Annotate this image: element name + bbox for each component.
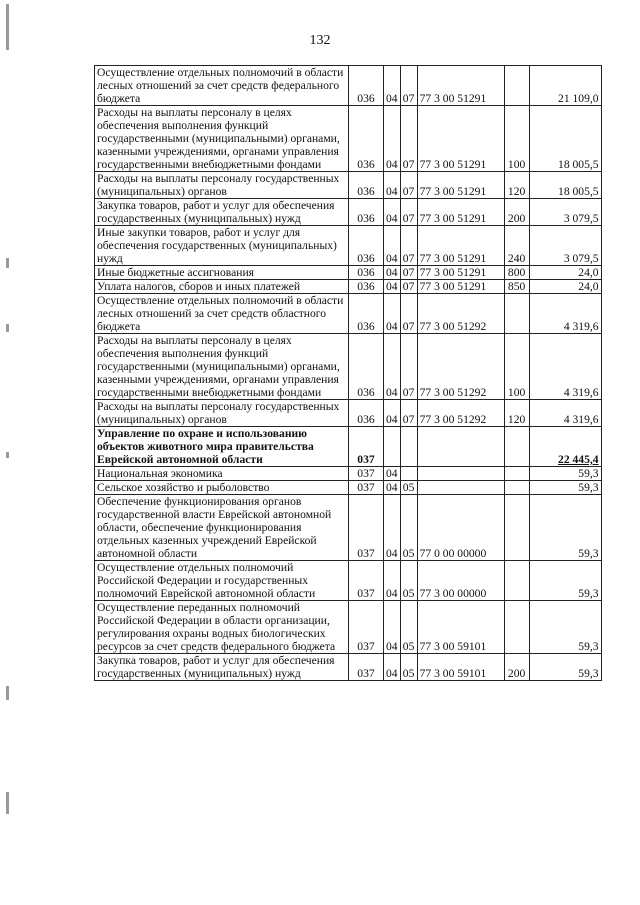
expense-type-cell	[504, 66, 529, 106]
section-code-cell: 04	[384, 400, 401, 427]
row-name-cell: Расходы на выплаты персоналу государственных (муниципальных) органов	[95, 400, 349, 427]
subsection-code-cell: 07	[400, 294, 417, 334]
department-code-cell: 036	[349, 199, 384, 226]
expense-type-cell	[504, 481, 529, 495]
target-article-cell: 77 3 00 00000	[417, 561, 504, 601]
row-name-cell: Обеспечение функционирования органов государственной власти Еврейской автономной области, обеспечение функционирования отдельных казенных учреждений Еврейской автономной области	[95, 495, 349, 561]
row-name-cell: Осуществление отдельных полномочий в области лесных отношений за счет средств федерального бюджета	[95, 66, 349, 106]
amount-cell: 24,0	[529, 266, 601, 280]
row-name-cell: Расходы на выплаты персоналу в целях обеспечения выполнения функций государственными (муниципальными) органами, казенными учреждениями, органами управления государственными внебюджетными фондами	[95, 334, 349, 400]
row-name-cell: Закупка товаров, работ и услуг для обеспечения государственных (муниципальных) нужд	[95, 199, 349, 226]
expense-type-cell: 850	[504, 280, 529, 294]
target-article-cell: 77 3 00 51291	[417, 199, 504, 226]
section-code-cell: 04	[384, 199, 401, 226]
row-name-cell: Уплата налогов, сборов и иных платежей	[95, 280, 349, 294]
table-row	[95, 601, 602, 654]
amount-cell: 3 079,5	[529, 199, 601, 226]
amount-cell: 59,3	[529, 481, 601, 495]
subsection-code-cell: 07	[400, 334, 417, 400]
table-row	[95, 481, 602, 495]
expense-type-cell	[504, 561, 529, 601]
table-row	[95, 334, 602, 400]
expense-type-cell: 800	[504, 266, 529, 280]
department-code-cell: 036	[349, 294, 384, 334]
section-code-cell: 04	[384, 334, 401, 400]
table-row	[95, 427, 602, 467]
amount-cell: 4 319,6	[529, 334, 601, 400]
amount-cell: 3 079,5	[529, 226, 601, 266]
department-code-cell: 036	[349, 400, 384, 427]
page-number: 132	[309, 33, 331, 48]
expense-type-cell: 200	[504, 199, 529, 226]
section-code-cell: 04	[384, 226, 401, 266]
amount-cell: 18 005,5	[529, 106, 601, 172]
section-code-cell: 04	[384, 294, 401, 334]
table-row	[95, 294, 602, 334]
row-name-cell: Осуществление переданных полномочий Российской Федерации в области организации, регулирования охраны водных биологических ресурсов за счет средств федерального бюджета	[95, 601, 349, 654]
row-name-cell: Расходы на выплаты персоналу государственных (муниципальных) органов	[95, 172, 349, 199]
section-code-cell: 04	[384, 654, 401, 681]
expense-type-cell	[504, 467, 529, 481]
table-row	[95, 66, 602, 106]
department-code-cell: 037	[349, 481, 384, 495]
target-article-cell: 77 0 00 00000	[417, 495, 504, 561]
department-code-cell: 036	[349, 334, 384, 400]
expense-type-cell	[504, 601, 529, 654]
row-name-cell: Расходы на выплаты персоналу в целях обеспечения выполнения функций государственными (муниципальными) органами, казенными учреждениями, органами управления государственными внебюджетными фондами	[95, 106, 349, 172]
amount-cell: 59,3	[529, 601, 601, 654]
table-row	[95, 400, 602, 427]
amount-cell: 22 445,4	[529, 427, 601, 467]
subsection-code-cell: 07	[400, 172, 417, 199]
row-name-cell: Осуществление отдельных полномочий в области лесных отношений за счет средств областного бюджета	[95, 294, 349, 334]
amount-cell: 59,3	[529, 561, 601, 601]
table-row	[95, 280, 602, 294]
section-code-cell: 04	[384, 561, 401, 601]
subsection-code-cell: 05	[400, 561, 417, 601]
amount-cell: 59,3	[529, 467, 601, 481]
subsection-code-cell	[400, 427, 417, 467]
department-code-cell: 037	[349, 561, 384, 601]
department-code-cell: 036	[349, 266, 384, 280]
expense-type-cell	[504, 495, 529, 561]
section-code-cell	[384, 427, 401, 467]
row-name-cell: Иные бюджетные ассигнования	[95, 266, 349, 280]
subsection-code-cell: 07	[400, 106, 417, 172]
department-code-cell: 036	[349, 172, 384, 199]
scan-edge-marks	[4, 0, 14, 905]
section-code-cell: 04	[384, 172, 401, 199]
table-row	[95, 561, 602, 601]
subsection-code-cell: 05	[400, 601, 417, 654]
row-name-cell: Сельское хозяйство и рыболовство	[95, 481, 349, 495]
section-code-cell: 04	[384, 601, 401, 654]
section-code-cell: 04	[384, 106, 401, 172]
table-row	[95, 226, 602, 266]
subsection-code-cell: 07	[400, 266, 417, 280]
subsection-code-cell: 07	[400, 280, 417, 294]
subsection-code-cell: 07	[400, 226, 417, 266]
expense-type-cell: 120	[504, 172, 529, 199]
department-code-cell: 036	[349, 106, 384, 172]
table-row	[95, 106, 602, 172]
amount-cell: 18 005,5	[529, 172, 601, 199]
target-article-cell: 77 3 00 59101	[417, 654, 504, 681]
department-code-cell: 037	[349, 654, 384, 681]
target-article-cell	[417, 427, 504, 467]
department-code-cell: 037	[349, 467, 384, 481]
department-code-cell: 036	[349, 280, 384, 294]
section-code-cell: 04	[384, 66, 401, 106]
expense-type-cell: 200	[504, 654, 529, 681]
target-article-cell: 77 3 00 51291	[417, 226, 504, 266]
subsection-code-cell: 07	[400, 400, 417, 427]
row-name-cell: Закупка товаров, работ и услуг для обеспечения государственных (муниципальных) нужд	[95, 654, 349, 681]
table-row	[95, 172, 602, 199]
target-article-cell: 77 3 00 51292	[417, 334, 504, 400]
budget-table	[94, 65, 602, 681]
row-name-cell: Национальная экономика	[95, 467, 349, 481]
amount-cell: 59,3	[529, 654, 601, 681]
target-article-cell: 77 3 00 51291	[417, 172, 504, 199]
section-code-cell: 04	[384, 481, 401, 495]
expense-type-cell: 100	[504, 106, 529, 172]
department-code-cell: 037	[349, 601, 384, 654]
table-row	[95, 495, 602, 561]
target-article-cell: 77 3 00 51291	[417, 266, 504, 280]
expense-type-cell	[504, 427, 529, 467]
row-name-cell: Осуществление отдельных полномочий Российской Федерации и государственных полномочий Еврейской автономной области	[95, 561, 349, 601]
amount-cell: 4 319,6	[529, 294, 601, 334]
target-article-cell: 77 3 00 51292	[417, 294, 504, 334]
department-code-cell: 037	[349, 427, 384, 467]
table-row	[95, 266, 602, 280]
row-name-cell: Иные закупки товаров, работ и услуг для обеспечения государственных (муниципальных) нужд	[95, 226, 349, 266]
department-code-cell: 036	[349, 226, 384, 266]
target-article-cell: 77 3 00 51291	[417, 66, 504, 106]
target-article-cell: 77 3 00 51292	[417, 400, 504, 427]
expense-type-cell: 240	[504, 226, 529, 266]
expense-type-cell	[504, 294, 529, 334]
amount-cell: 4 319,6	[529, 400, 601, 427]
amount-cell: 59,3	[529, 495, 601, 561]
target-article-cell: 77 3 00 59101	[417, 601, 504, 654]
subsection-code-cell: 07	[400, 199, 417, 226]
subsection-code-cell	[400, 467, 417, 481]
table-row	[95, 467, 602, 481]
target-article-cell	[417, 467, 504, 481]
expense-type-cell: 100	[504, 334, 529, 400]
department-code-cell: 037	[349, 495, 384, 561]
section-code-cell: 04	[384, 495, 401, 561]
section-code-cell: 04	[384, 280, 401, 294]
row-name-cell: Управление по охране и использованию объектов животного мира правительства Еврейской автономной области	[95, 427, 349, 467]
department-code-cell: 036	[349, 66, 384, 106]
amount-cell: 24,0	[529, 280, 601, 294]
target-article-cell	[417, 481, 504, 495]
expense-type-cell: 120	[504, 400, 529, 427]
section-code-cell: 04	[384, 266, 401, 280]
target-article-cell: 77 3 00 51291	[417, 280, 504, 294]
target-article-cell: 77 3 00 51291	[417, 106, 504, 172]
amount-cell: 21 109,0	[529, 66, 601, 106]
subsection-code-cell: 05	[400, 481, 417, 495]
subsection-code-cell: 05	[400, 654, 417, 681]
subsection-code-cell: 07	[400, 66, 417, 106]
table-row	[95, 199, 602, 226]
table-row	[95, 654, 602, 681]
section-code-cell: 04	[384, 467, 401, 481]
subsection-code-cell: 05	[400, 495, 417, 561]
